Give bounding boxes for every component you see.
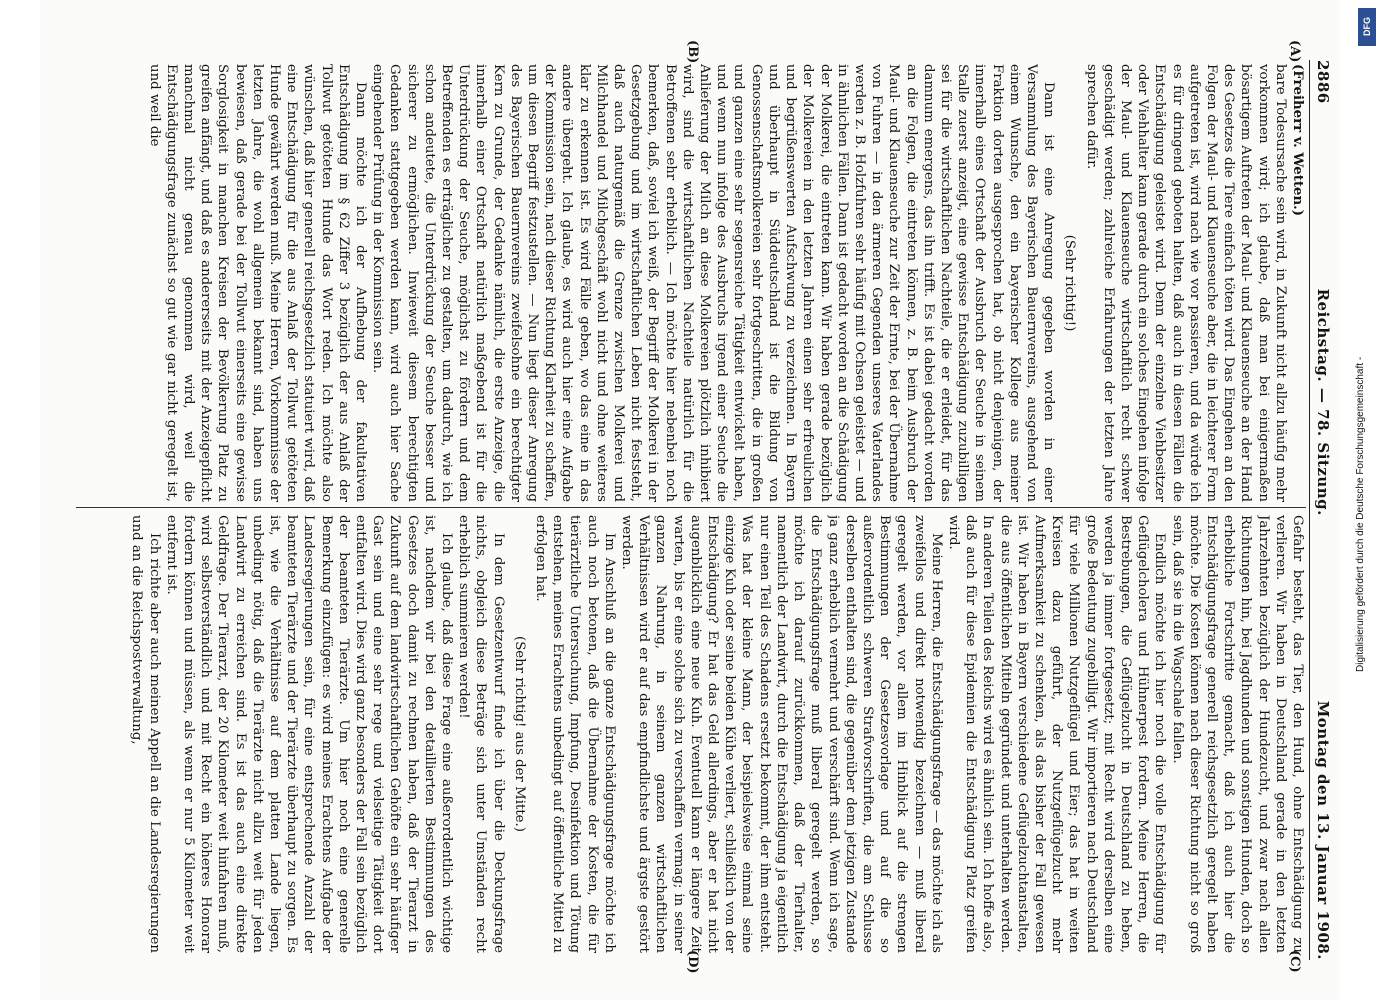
margin-mark-b: (B) — [685, 40, 700, 64]
margin-mark-d: (D) — [685, 950, 700, 974]
paragraph: Meine Herren, die Entschädigungsfrage — das möchte ich als zweifellos und direkt notwendig bezeichnen — muß liberal geregelt werden, vor allem im Hinblick auf die strengen Bestimmungen der Gesetzesvorlage und auf die so außerordentlich schweren Strafvorschriften, die am Schlusse derselben enthalten sind, die gegenüber dem jetzigen Zustande ja ganz erheblich vermehrt und verschärft sind. Wenn ich sage, die Entschädigungsfrage muß liberal geregelt werden, so möchte ich darauf zurückkommen, daß der Tierhalter, namentlich der Landwirt, durch die Entschädigung ja eigentlich nur einen Teil des Schadens ersetzt bekommt, der ihm entsteht. Was hat der kleine Mann, der beispielsweise einmal seine einzige Kuh oder seine beiden Kühe verliert, schließlich von der Entschädigung? Er hat das Geld allerdings, aber er hat nicht augenblicklich eine neue Kuh. Eventuell kann er längere Zeit warten, bis er eine solche sich zu verschaffen vermag; in seiner ganzen Nahrung, in seinem ganzen wirtschaftlichen Verhältnissen wird er auf das empfindlichste und ärgste gestört werden. — [619, 515, 944, 953]
header-rule — [1309, 60, 1310, 960]
paragraph: bare Todesursache sein wird, in Zukunft nicht allzu häufig mehr vorkommen wird; ich glaube, daß man bei einigermaßen bösartigem Auftreten der Maul- und Klauenseuche an der Hand des Gesetzes die Tiere einfach töten wird. Das Eingehen an den Folgen der Maul- und Klauenseuche aber, die in leichterer Form aufgetreten ist, wird nach wie vor passieren, und da würde ich es für dringend geboten halten, daß auch in diesen Fällen die Entschädigung geleistet wird. Denn der einzelne Viehbesitzer oder Viehhalter kann gerade durch ein solches Eingehen infolge der Maul- und Klauenseuche wirtschaftlich recht schwer geschädigt werden; zahlreiche Erfahrungen der letzten Jahre sprechen dafür. — [1083, 64, 1288, 502]
paragraph: In dem Gesetzentwurf finde ich über die Deckungsfrage nichts, obgleich diese Beträge sich unter Umständen recht erheblich summieren werden! — [456, 515, 506, 953]
paragraph: Gefahr besteht, das Tier, den Hund, ohne Entschädigung zu verlieren. Wir haben in Deutschland gerade in den letzten Jahrzehnten bezüglich der Hundezucht, und zwar nach allen Richtungen hin, bei Jagdhunden und sonstigen Hunden, doch so erhebliche Fortschritte gemacht, daß ich auch hier die Entschädigungsfrage generell reichsgesetzlich geregelt haben möchte. Die Kosten können nach dieser Richtung nicht so groß sein, daß sie in die Wagschale fallen. — [1169, 515, 1305, 953]
paragraph: Ich richte aber auch meinen Appell an die Landesregierungen und an die Reichspostverwaltung, — [129, 515, 162, 953]
session-date: Montag den 13. Januar 1908. — [1314, 700, 1332, 960]
running-head — [1314, 60, 1340, 960]
paragraph: Dann möchte ich der Aufhebung der fakultativen Entschädigung im § 62 Ziffer 3 bezüglich der aus Anlaß der Tollwut getöteten Hunde das Wort reden. Ich möchte also wünschen, daß hier generell reichsgesetzlich statuiert wird, daß eine Entschädigung für die aus Anlaß der Tollwut getöteten Hunde gewährt werden muß. Meine Herren, Vorkommnisse der letzten Jahre, die wohl allgemein bekannt sind, haben uns bewiesen, daß gerade bei der Tollwut einerseits eine gewisse Sorglosigkeit in manchen Kreisen der Bevölkerung Platz zu greifen anfängt, und daß es andererseits mit der Anzeigepflicht manchmal nicht genau genommen wird, weil die Entschädigungsfrage zunächst so gut wie gar nicht geregelt ist, und weil die — [146, 64, 369, 502]
page-number: 2886 — [1314, 60, 1332, 104]
dfg-logo: DFG — [1358, 8, 1376, 46]
right-column — [76, 515, 1306, 953]
speaker-line: (Freiherr v. Wetten.) — [1290, 64, 1305, 217]
interjection: (Sehr richtig!) — [1062, 234, 1078, 332]
margin-mark-a: (A) — [1287, 40, 1302, 63]
interjection: (Sehr richtig! aus der Mitte.) — [511, 636, 527, 832]
rotated-document-page — [40, 0, 1340, 1000]
paragraph: Dann ist eine Anregung gegeben worden in einer Versammlung des Bayerischen Bauernvereins, ausgehend von einem Wunsche, den ein bayerischer Kollege aus meiner Fraktion dorten ausgesprochen hat, ob nicht denjenigen, der innerhalb eines Ortschaft der Ausbruch der Seuche in seinem Stalle zuerst anzeigt, eine gewisse Entschädigung zuzubilligen sei für die wirtschaftlichen Nachteile, die er erleidet, für das damnum emergens, das ihn trifft. Es ist dabei gedacht worden an die Folgen, die eintreten können, z. B. beim Ausbruch der Maul- und Klauenseuche zur Zeit der Ernte, bei der Übernahme von Fuhren — in den ärmeren Gegenden unseres Vaterlandes werden z. B. Holzfuhren sehr häufig mit Ochsen geleistet — und in ähnlichen Fällen. Dann ist gedacht worden an die Schädigung der Molkerei, die eintreten kann. Wir haben gerade bezüglich der Molkereien in den letzten Jahren einen sehr erfreulichen und begrüßenswerten Aufschwung zu verzeichnen. In Bayern und überhaupt in Süddeutschland ist die Bildung von Genossenschaftsmolkereien sehr fortgeschritten, die in großen und ganzen eine sehr segensreiche Tätigkeit entwickelt haben, und wenn nun infolge des Ausbruchs irgend einer Seuche die Anlieferung der Milch an diese Molkereien plötzlich inhibiert wird, sind die wirtschaftlichen Nachteile natürlich für die Betroffenen sehr erheblich. — Ich möchte hier nebenbei noch bemerken, daß, soviel ich weiß, der Begriff der Molkerei in der Gesetzgebung und im wirtschaftlichen Leben nicht feststeht, daß auch naturgemäß die Grenze zwischen Molkerei und Milchhandel und Milchgeschäft wohl nicht und ohne weiteres klar zu erkennen ist. Es wird Fälle geben, wo das eine in das andere übergeht. Ich glaube, es wird auch hier eine Aufgabe der Kommission sein, nach dieser Richtung Klarheit zu schaffen, um diesen Begriff festzustellen. — Nun liegt dieser Anregung des Bayerischen Bauernvereins zweifelsohne ein berechtigter Kern zu Grunde, der Gedanke nämlich, die erste Anzeige, die innerhalb einer Ortschaft natürlich maßgebend ist für die Unterdrückung der Seuche, möglichst zu fördern und dem Betreffenden es erträglicher zu gestalten, um dadurch, wie ich schon andeutete, die Unterdrückung der Seuche besser und sicherer zu ermöglichen. Inwieweit diesem berechtigten Gedanken stattgegeben werden kann, wird auch hier Sache eingehender Prüfung in der Kommission sein. — [370, 64, 1057, 502]
running-title: Reichstag. — 78. Sitzung. — [1314, 288, 1332, 516]
column-divider — [76, 507, 1306, 508]
margin-mark-c: (C) — [1287, 950, 1302, 973]
paragraph: Endlich möchte ich hier noch die volle Entschädigung für Geflügelcholera und Hühnerpest fordern. Meine Herren, die Bestrebungen, die Geflügelzucht in Deutschland zu heben, werden ja immer fortgesetzt; mit Recht wird derselben eine große Bedeutung zugebilligt. Wir importieren nach Deutschland für viele Millionen Nutzgeflügel und Eier; das hat in weiten Kreisen dazu geführt, der Nutzgeflügelzucht mehr Aufmerksamkeit zu schenken, als das bisher der Fall gewesen ist. Wir haben in Bayern verschiedene Geflügelzuchtanstalten, die aus öffentlichen Mitteln gegründet und unterhalten werden. In anderen Teilen des Reichs wird es ähnlich sein. Ich hoffe also, daß auch für diese Epidemien die Entschädigung Platz greifen wird. — [945, 515, 1168, 953]
paragraph: Ich glaube, daß diese Frage eine außerordentlich wichtige ist, nachdem wir bei den detaillierten Bestimmungen des Gesetzes doch damit zu rechnen haben, daß der Tierarzt in Zukunft auf dem landwirtschaftlichen Gehöfte ein sehr häufiger Gast sein und eine sehr rege und vielseitige Tätigkeit dort entfalten wird. Dies wird ganz besonders der Fall sein bezüglich der beamteten Tierärzte. Um hier noch eine generelle Bemerkung einzufügen: es wird meines Erachtens Aufgabe der Landesregierungen sein, für eine entsprechende Anzahl der beamteten Tierärzte und der Tierärzte überhaupt zu sorgen. Es ist, wie die Verhältnisse auf dem platten Lande liegen, unbedingt nötig, daß die Tierärzte nicht allzu weit für jeden Landwirt zu erreichen sind. Es ist das auch eine direkte Geldfrage. Der Tierarzt, der 20 Kilometer weit hinfahren muß, wird selbstverständlich und mit Recht ein höheres Honorar fordern können und müssen, als wenn er nur 5 Kilometer weit entfernt ist. — [163, 515, 455, 953]
left-column — [76, 64, 1306, 502]
paragraph: Im Anschluß an die ganze Entschädigungsfrage möchte ich auch noch betonen, daß die Übernahme der Kosten, die für tierärztliche Untersuchung, Impfung, Desinfektion und Tötung entstehen, meines Erachtens unbedingt auf öffentliche Mittel zu erfolgen hat. — [533, 515, 617, 953]
funding-note: Digitalisierung gefördert durch die Deutsche Forschungsgemeinschaft - — [1355, 356, 1366, 672]
